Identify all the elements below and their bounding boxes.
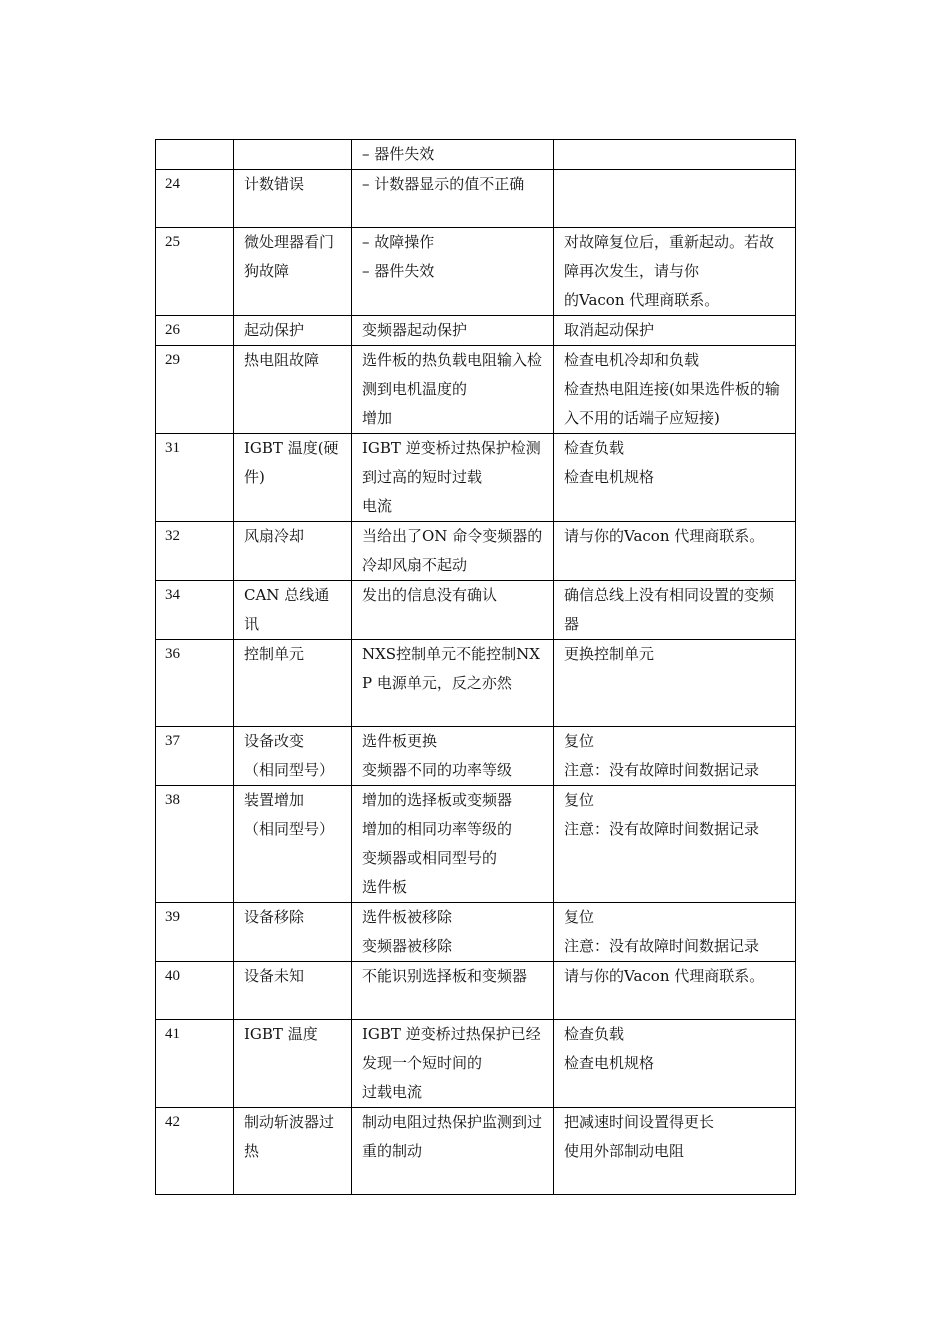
fault-cause-line: 增加	[362, 409, 393, 427]
fault-name-cell	[234, 581, 352, 640]
table-row	[156, 903, 796, 962]
fault-name-line: 热电阻故障	[244, 351, 320, 369]
fault-code-cell: 38	[156, 786, 234, 903]
fault-remedy-cell	[554, 1020, 796, 1108]
fault-remedy-line: 对故障复位后，重新起动。若故障再次发生，请与你	[564, 233, 775, 280]
fault-cause-line: IGBT 逆变桥过热保护检测到过高的短时过载	[362, 439, 541, 486]
fault-name-line: 起动保护	[244, 321, 305, 339]
fault-remedy-line: 请与你的Vacon 代理商联系。	[564, 967, 765, 985]
fault-code-cell: 25	[156, 228, 234, 316]
fault-remedy-cell	[554, 170, 796, 228]
fault-cause-line: 选件板的热负载电阻输入检测到电机温度的	[362, 351, 543, 398]
fault-cause-cell	[352, 962, 554, 1020]
fault-remedy-line: 注意：没有故障时间数据记录	[564, 761, 760, 779]
fault-cause-line: 电流	[362, 497, 393, 515]
table-row	[156, 170, 796, 228]
fault-remedy-cell	[554, 346, 796, 434]
table-row	[156, 140, 796, 170]
fault-code-cell: 42	[156, 1108, 234, 1195]
fault-remedy-line: 更换控制单元	[564, 645, 655, 663]
table-row	[156, 786, 796, 903]
fault-cause-cell	[352, 581, 554, 640]
table-row	[156, 346, 796, 434]
fault-table-body	[156, 140, 796, 1195]
fault-cause-line: 制动电阻过热保护监测到过重的制动	[362, 1113, 543, 1160]
fault-cause-cell	[352, 170, 554, 228]
fault-cause-line: 不能识别选择板和变频器	[362, 967, 528, 985]
fault-name-cell	[234, 316, 352, 346]
fault-cause-line: 选件板更换	[362, 732, 438, 750]
fault-code-cell: 32	[156, 522, 234, 581]
table-row	[156, 522, 796, 581]
fault-remedy-cell	[554, 640, 796, 727]
table-row	[156, 434, 796, 522]
fault-name-line: 狗故障	[244, 262, 290, 280]
fault-cause-line: 变频器或相同型号的	[362, 849, 498, 867]
fault-remedy-line: 注意：没有故障时间数据记录	[564, 820, 760, 838]
fault-name-cell	[234, 346, 352, 434]
fault-cause-cell	[352, 640, 554, 727]
fault-cause-line: 选件板被移除	[362, 908, 453, 926]
fault-remedy-line: 使用外部制动电阻	[564, 1142, 685, 1160]
fault-cause-line: – 故障操作	[362, 233, 435, 251]
fault-name-cell	[234, 1020, 352, 1108]
fault-remedy-cell	[554, 522, 796, 581]
fault-cause-line: 增加的相同功率等级的	[362, 820, 513, 838]
fault-code-cell: 34	[156, 581, 234, 640]
fault-cause-cell	[352, 1108, 554, 1195]
fault-name-line: CAN 总线通讯	[244, 586, 330, 633]
fault-cause-cell	[352, 346, 554, 434]
fault-remedy-line: 确信总线上没有相同设置的变频器	[564, 586, 775, 633]
fault-remedy-line: 请与你的Vacon 代理商联系。	[564, 527, 765, 545]
fault-remedy-line: 检查电机规格	[564, 468, 655, 486]
fault-name-cell	[234, 786, 352, 903]
fault-remedy-line: 复位	[564, 732, 595, 750]
fault-code-cell: 29	[156, 346, 234, 434]
fault-cause-line: – 器件失效	[362, 145, 435, 163]
fault-cause-cell	[352, 228, 554, 316]
fault-cause-cell	[352, 727, 554, 786]
fault-code-cell: 26	[156, 316, 234, 346]
fault-cause-line: – 计数器显示的值不正确	[362, 175, 525, 193]
fault-name-cell	[234, 434, 352, 522]
table-row	[156, 727, 796, 786]
fault-name-line: 制动斩波器过	[244, 1113, 335, 1131]
fault-cause-cell	[352, 522, 554, 581]
fault-remedy-cell	[554, 581, 796, 640]
fault-remedy-cell	[554, 316, 796, 346]
fault-remedy-line: 检查电机冷却和负载	[564, 351, 700, 369]
fault-name-line: 风扇冷却	[244, 527, 305, 545]
fault-remedy-line: 取消起动保护	[564, 321, 655, 339]
fault-cause-line: – 器件失效	[362, 262, 435, 280]
fault-name-line: IGBT 温度(硬	[244, 439, 339, 457]
fault-cause-line: 变频器被移除	[362, 937, 453, 955]
fault-cause-line: 选件板	[362, 878, 408, 896]
fault-name-cell	[234, 170, 352, 228]
fault-code-cell	[156, 140, 234, 170]
table-row	[156, 1108, 796, 1195]
fault-cause-line: 发出的信息没有确认	[362, 586, 498, 604]
fault-remedy-line: 复位	[564, 791, 595, 809]
table-row	[156, 581, 796, 640]
fault-code-table	[155, 139, 796, 1195]
fault-name-line: 热	[244, 1142, 260, 1160]
table-row	[156, 228, 796, 316]
fault-code-cell: 40	[156, 962, 234, 1020]
fault-cause-line: 变频器不同的功率等级	[362, 761, 513, 779]
fault-cause-cell	[352, 786, 554, 903]
fault-remedy-line: 检查负载	[564, 1025, 625, 1043]
fault-remedy-line: 注意：没有故障时间数据记录	[564, 937, 760, 955]
table-row	[156, 962, 796, 1020]
fault-name-cell	[234, 1108, 352, 1195]
fault-code-cell: 24	[156, 170, 234, 228]
fault-remedy-line: 检查电机规格	[564, 1054, 655, 1072]
fault-cause-line: IGBT 逆变桥过热保护已经发现一个短时间的	[362, 1025, 541, 1072]
fault-name-cell	[234, 727, 352, 786]
fault-name-cell	[234, 140, 352, 170]
fault-cause-cell	[352, 1020, 554, 1108]
fault-name-line: 计数错误	[244, 175, 305, 193]
fault-name-cell	[234, 228, 352, 316]
fault-cause-line: NXS控制单元不能控制NXP 电源单元，反之亦然	[362, 645, 540, 692]
fault-remedy-cell	[554, 140, 796, 170]
fault-name-line: 设备改变	[244, 732, 305, 750]
fault-name-line: （相同型号）	[244, 820, 335, 838]
fault-name-line: IGBT 温度	[244, 1025, 318, 1043]
fault-name-cell	[234, 962, 352, 1020]
fault-remedy-line: 复位	[564, 908, 595, 926]
fault-name-line: 设备移除	[244, 908, 305, 926]
fault-remedy-cell	[554, 727, 796, 786]
fault-remedy-cell	[554, 962, 796, 1020]
fault-remedy-cell	[554, 1108, 796, 1195]
fault-remedy-line: 的Vacon 代理商联系。	[564, 291, 720, 309]
fault-cause-line: 当给出了ON 命令变频器的冷却风扇不起动	[362, 527, 543, 574]
fault-name-cell	[234, 522, 352, 581]
fault-code-cell: 39	[156, 903, 234, 962]
fault-code-cell: 37	[156, 727, 234, 786]
fault-name-line: 微处理器看门	[244, 233, 335, 251]
fault-cause-cell	[352, 316, 554, 346]
fault-remedy-cell	[554, 786, 796, 903]
fault-cause-cell	[352, 434, 554, 522]
fault-name-cell	[234, 640, 352, 727]
fault-remedy-cell	[554, 903, 796, 962]
fault-code-cell: 41	[156, 1020, 234, 1108]
fault-cause-line: 过载电流	[362, 1083, 423, 1101]
fault-code-cell: 31	[156, 434, 234, 522]
fault-remedy-line: 把减速时间设置得更长	[564, 1113, 715, 1131]
fault-name-line: 件)	[244, 468, 265, 486]
fault-name-line: 装置增加	[244, 791, 305, 809]
fault-remedy-cell	[554, 228, 796, 316]
fault-cause-line: 变频器起动保护	[362, 321, 468, 339]
fault-name-line: 设备未知	[244, 967, 305, 985]
fault-name-line: （相同型号）	[244, 761, 335, 779]
fault-remedy-line: 检查负载	[564, 439, 625, 457]
fault-name-cell	[234, 903, 352, 962]
table-row	[156, 1020, 796, 1108]
table-row	[156, 316, 796, 346]
table-row	[156, 640, 796, 727]
fault-remedy-cell	[554, 434, 796, 522]
fault-remedy-line: 检查热电阻连接(如果选件板的输入不用的话端子应短接)	[564, 380, 780, 427]
fault-cause-cell	[352, 140, 554, 170]
fault-code-cell: 36	[156, 640, 234, 727]
fault-cause-cell	[352, 903, 554, 962]
fault-cause-line: 增加的选择板或变频器	[362, 791, 513, 809]
fault-name-line: 控制单元	[244, 645, 305, 663]
